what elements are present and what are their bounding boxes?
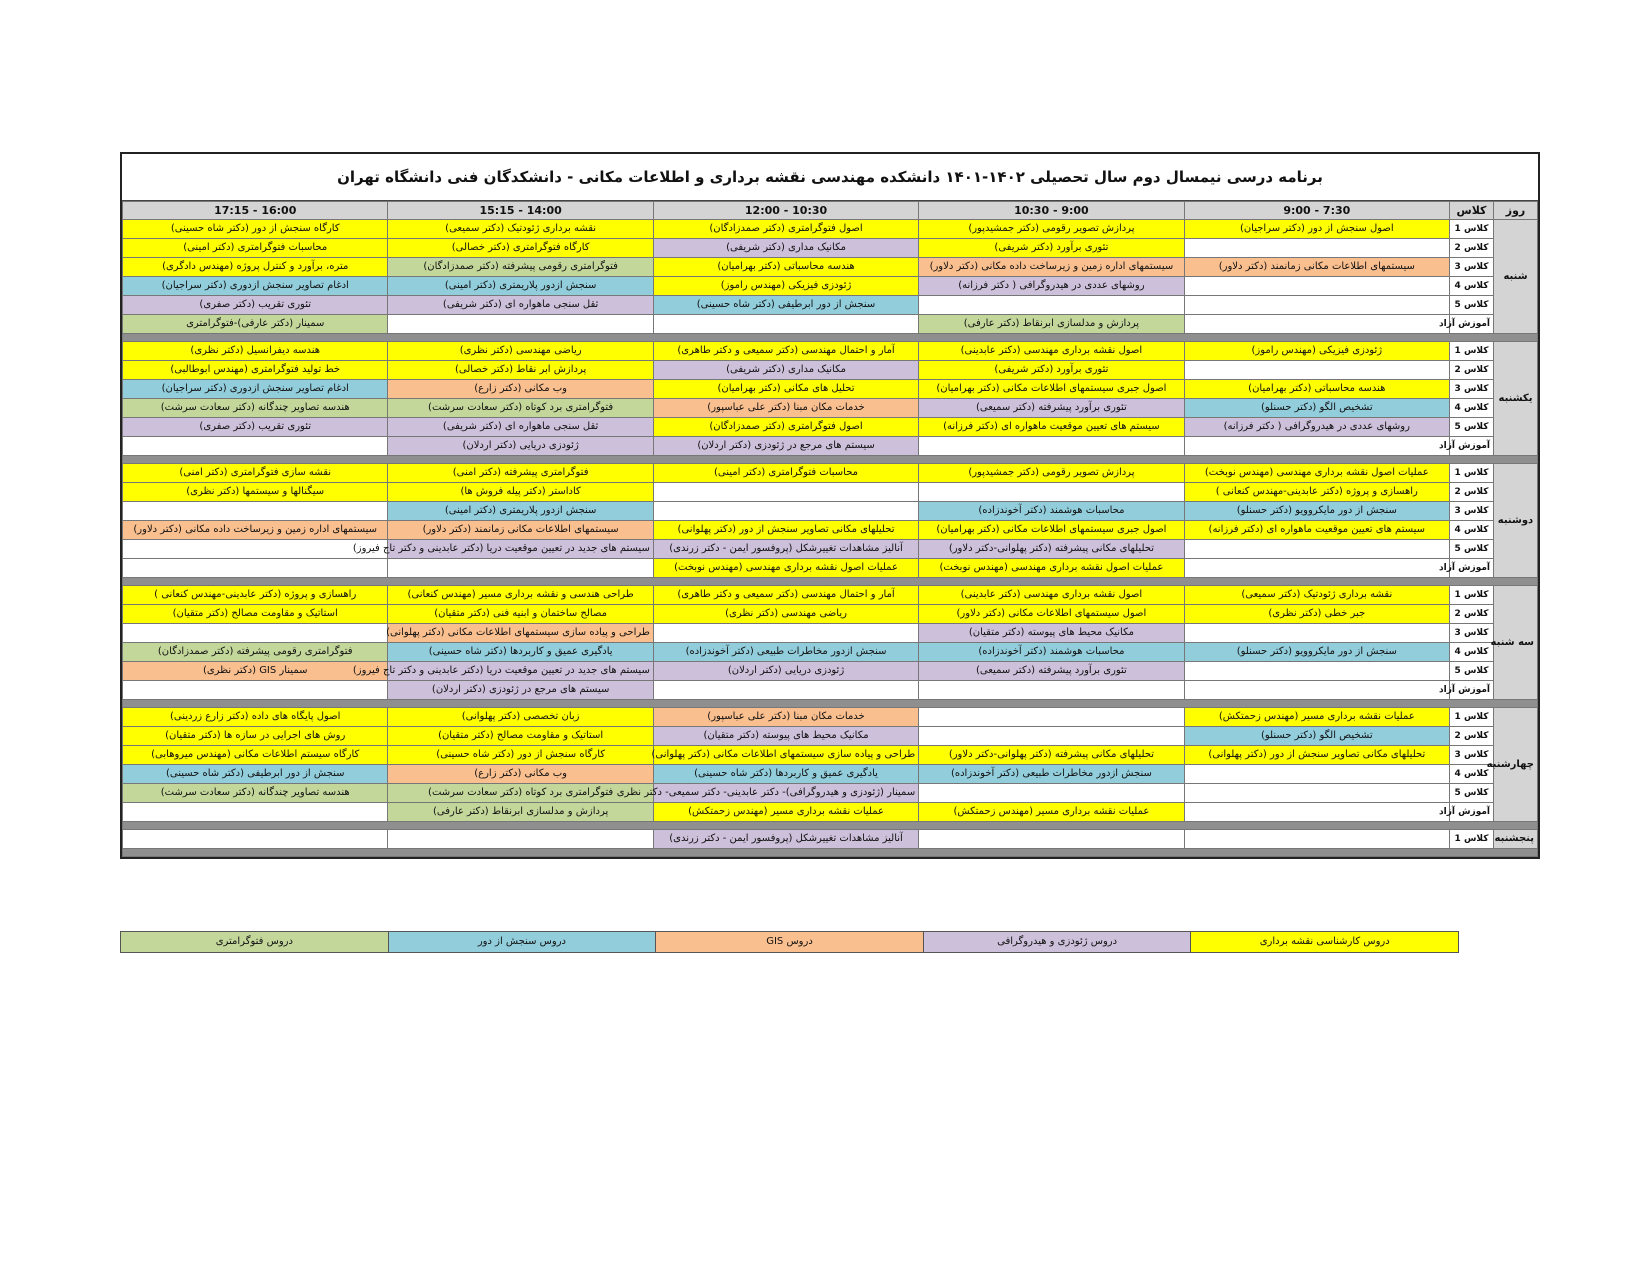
course-cell: سنجش ازدور پلاریمتری (دکتر امینی) [388, 502, 653, 521]
course-cell: ژئودزی فیزیکی (مهندس راموز) [1184, 342, 1449, 361]
room-label: کلاس 3 [1450, 624, 1494, 643]
course-cell [919, 296, 1184, 315]
course-cell: اصول نقشه برداری مهندسی (دکتر عابدینی) [919, 586, 1184, 605]
course-cell: اصول جبری سیستمهای اطلاعات مکانی (دکتر بهرامیان) [919, 521, 1184, 540]
course-cell: سیستم های جدید در تعیین موقعیت دریا (دکتر عابدینی و دکتر تاج فیروز) [388, 540, 653, 559]
schedule-sheet [120, 152, 1540, 859]
course-cell: آنالیز مشاهدات تغییرشکل (پروفسور ایمن - دکتر زرندی) [653, 540, 918, 559]
course-cell [653, 315, 918, 334]
course-cell [123, 437, 388, 456]
day-separator [123, 456, 1538, 464]
course-cell: عملیات اصول نقشه برداری مهندسی (مهندس نوبخت) [653, 559, 918, 578]
course-cell: پردازش ابر نقاط (دکتر خصالی) [388, 361, 653, 380]
legend-item: دروس سنجش از دور [388, 932, 656, 953]
legend-item: دروس فتوگرامتری [121, 932, 389, 953]
course-cell: راهسازی و پروژه (دکتر عابدینی-مهندس کنعانی ) [123, 586, 388, 605]
day-label: پنجشنبه [1494, 830, 1538, 849]
course-cell: کارگاه سنجش از دور (دکتر شاه حسینی) [388, 746, 653, 765]
course-cell: تئوری برآورد پیشرفته (دکتر سمیعی) [919, 399, 1184, 418]
course-cell [653, 483, 918, 502]
day-label: چهارشنبه [1494, 708, 1538, 822]
course-cell: زبان تخصصی (دکتر پهلوانی) [388, 708, 653, 727]
course-cell [919, 681, 1184, 700]
room-label: آموزش آزاد [1450, 437, 1494, 456]
course-cell [1184, 437, 1449, 456]
course-cell: محاسبات هوشمند (دکتر آخوندزاده) [919, 643, 1184, 662]
room-label: آموزش آزاد [1450, 559, 1494, 578]
header-slot: 10:30 - 12:00 [653, 202, 918, 220]
room-label: کلاس 4 [1450, 521, 1494, 540]
course-cell: تئوری تقریب (دکتر صفری) [123, 418, 388, 437]
course-cell: استاتیک و مقاومت مصالح (دکتر متقیان) [123, 605, 388, 624]
room-label: کلاس 3 [1450, 380, 1494, 399]
course-cell: ادغام تصاویر سنجش ازدوری (دکتر سراجیان) [123, 277, 388, 296]
course-cell: جبر خطی (دکتر نظری) [1184, 605, 1449, 624]
course-cell: نقشه برداری ژئودتیک (دکتر سمیعی) [1184, 586, 1449, 605]
legend-row [121, 932, 1459, 953]
room-label: کلاس 2 [1450, 727, 1494, 746]
course-cell [653, 681, 918, 700]
separator-bar [123, 578, 1538, 586]
course-cell: عملیات نقشه برداری مسیر (مهندس زحمتکش) [653, 803, 918, 822]
room-label: کلاس 2 [1450, 239, 1494, 258]
schedule-row [123, 277, 1538, 296]
course-cell: سنجش ازدور مخاطرات طبیعی (دکتر آخوندزاده) [919, 765, 1184, 784]
course-cell: هندسه تصاویر چندگانه (دکتر سعادت سرشت) [123, 399, 388, 418]
schedule-row [123, 605, 1538, 624]
course-cell: سمینار GIS (دکتر نظری) [123, 662, 388, 681]
room-label: کلاس 5 [1450, 784, 1494, 803]
course-cell: پردازش و مدلسازی ابرنقاط (دکتر عارفی) [388, 803, 653, 822]
schedule-row [123, 418, 1538, 437]
course-cell [388, 315, 653, 334]
course-cell [1184, 681, 1449, 700]
room-label: آموزش آزاد [1450, 803, 1494, 822]
header-row [123, 202, 1538, 220]
course-cell: مکانیک محیط های پیوسته (دکتر متقیان) [653, 727, 918, 746]
course-cell: اصول فتوگرامتری (دکتر صمدزادگان) [653, 220, 918, 239]
legend-item: دروس GIS [656, 932, 924, 953]
room-label: کلاس 5 [1450, 418, 1494, 437]
room-label: کلاس 3 [1450, 746, 1494, 765]
course-cell: تشخیص الگو (دکتر حسنلو) [1184, 727, 1449, 746]
course-cell: تحلیلهای مکانی تصاویر سنجش از دور (دکتر پهلوانی) [1184, 746, 1449, 765]
course-cell [388, 559, 653, 578]
header-slot: 14:00 - 15:15 [388, 202, 653, 220]
course-cell: سیستم های تعیین موقعیت ماهواره ای (دکتر فرزانه) [1184, 521, 1449, 540]
room-label: کلاس 3 [1450, 258, 1494, 277]
course-cell: تحلیل های مکانی (دکتر بهرامیان) [653, 380, 918, 399]
course-cell: طراحی و پیاده سازی سیستمهای اطلاعات مکانی (دکتر پهلوانی) [388, 624, 653, 643]
course-cell: سنجش ازدور پلاریمتری (دکتر امینی) [388, 277, 653, 296]
schedule-row [123, 483, 1538, 502]
room-label: کلاس 2 [1450, 605, 1494, 624]
legend-item: دروس ژئودزی و هیدروگرافی [923, 932, 1191, 953]
room-label: کلاس 4 [1450, 643, 1494, 662]
course-cell: سنجش از دور مایکروویو (دکتر حسنلو) [1184, 502, 1449, 521]
course-cell: استاتیک و مقاومت مصالح (دکتر متقیان) [388, 727, 653, 746]
schedule-row [123, 521, 1538, 540]
course-cell: سیستم های مرجع در ژئودزی (دکتر اردلان) [388, 681, 653, 700]
course-cell: اصول سیستمهای اطلاعات مکانی (دکتر دلاور) [919, 605, 1184, 624]
course-cell [919, 437, 1184, 456]
course-cell: پردازش تصویر رقومی (دکتر جمشیدپور) [919, 220, 1184, 239]
course-cell: هندسه محاسباتی (دکتر بهرامیان) [653, 258, 918, 277]
room-label: کلاس 1 [1450, 464, 1494, 483]
course-cell: تحلیلهای مکانی پیشرفته (دکتر پهلوانی-دکتر دلاور) [919, 746, 1184, 765]
course-cell: سیستمهای اطلاعات مکانی زمانمند (دکتر دلاور) [388, 521, 653, 540]
course-cell: ریاضی مهندسی (دکتر نظری) [653, 605, 918, 624]
schedule-row [123, 624, 1538, 643]
course-cell: محاسبات فتوگرامتری (دکتر امینی) [653, 464, 918, 483]
course-cell: عملیات نقشه برداری مسیر (مهندس زحمتکش) [1184, 708, 1449, 727]
course-cell [388, 830, 653, 849]
legend-item: دروس کارشناسی نقشه برداری [1191, 932, 1459, 953]
header-slot: 9:00 - 10:30 [919, 202, 1184, 220]
course-cell: ژئودزی دریایی (دکتر اردلان) [653, 662, 918, 681]
room-label: آموزش آزاد [1450, 315, 1494, 334]
course-cell: طراحی و پیاده سازی سیستمهای اطلاعات مکانی (دکتر پهلوانی) [653, 746, 918, 765]
course-cell: خدمات مکان مبنا (دکتر علی عباسپور) [653, 399, 918, 418]
course-cell: عملیات اصول نقشه برداری مهندسی (مهندس نوبخت) [1184, 464, 1449, 483]
course-cell [919, 784, 1184, 803]
course-cell: یادگیری عمیق و کاربردها (دکتر شاه حسینی) [388, 643, 653, 662]
course-cell: آمار و احتمال مهندسی (دکتر سمیعی و دکتر طاهری) [653, 342, 918, 361]
room-label: کلاس 4 [1450, 399, 1494, 418]
course-cell: اصول جبری سیستمهای اطلاعات مکانی (دکتر بهرامیان) [919, 380, 1184, 399]
schedule-row [123, 502, 1538, 521]
course-cell: فتوگرامتری رقومی پیشرفته (دکتر صمدزادگان) [388, 258, 653, 277]
room-label: کلاس 1 [1450, 342, 1494, 361]
course-cell: هندسه تصاویر چندگانه (دکتر سعادت سرشت) [123, 784, 388, 803]
schedule-row [123, 437, 1538, 456]
room-label: کلاس 1 [1450, 708, 1494, 727]
room-label: کلاس 5 [1450, 296, 1494, 315]
course-cell [1184, 361, 1449, 380]
course-cell: آنالیز مشاهدات تغییرشکل (پروفسور ایمن - دکتر زرندی) [653, 830, 918, 849]
course-cell: ادغام تصاویر سنجش ازدوری (دکتر سراجیان) [123, 380, 388, 399]
course-cell: روشهای عددی در هیدروگرافی ( دکتر فرزانه) [919, 277, 1184, 296]
course-cell [919, 708, 1184, 727]
course-cell: متره، برآورد و کنترل پروژه (مهندس دادگری) [123, 258, 388, 277]
course-cell: ریاضی مهندسی (دکتر نظری) [388, 342, 653, 361]
schedule-row [123, 746, 1538, 765]
course-cell: اصول فتوگرامتری (دکتر صمدزادگان) [653, 418, 918, 437]
day-separator [123, 700, 1538, 708]
course-cell [123, 540, 388, 559]
course-cell [1184, 624, 1449, 643]
schedule-row [123, 239, 1538, 258]
course-cell: ژئودزی فیزیکی (مهندس راموز) [653, 277, 918, 296]
day-separator [123, 822, 1538, 830]
course-cell [123, 624, 388, 643]
course-cell: مکانیک محیط های پیوسته (دکتر متقیان) [919, 624, 1184, 643]
course-cell: تئوری برآورد (دکتر شریفی) [919, 239, 1184, 258]
schedule-row [123, 342, 1538, 361]
course-cell: سیگنالها و سیستمها (دکتر نظری) [123, 483, 388, 502]
course-cell: سیستم های تعیین موقعیت ماهواره ای (دکتر فرزانه) [919, 418, 1184, 437]
room-label: کلاس 3 [1450, 502, 1494, 521]
course-cell: تئوری برآورد پیشرفته (دکتر سمیعی) [919, 662, 1184, 681]
course-cell: وب مکانی (دکتر زارع) [388, 380, 653, 399]
course-cell: پردازش و مدلسازی ابرنقاط (دکتر عارفی) [919, 315, 1184, 334]
course-cell: مکانیک مداری (دکتر شریفی) [653, 361, 918, 380]
course-cell: اصول سنجش از دور (دکتر سراجیان) [1184, 220, 1449, 239]
course-cell [1184, 765, 1449, 784]
header-room: کلاس [1450, 202, 1494, 220]
day-label: دوشنبه [1494, 464, 1538, 578]
course-cell [1184, 662, 1449, 681]
course-cell [1184, 540, 1449, 559]
course-cell [653, 624, 918, 643]
room-label: کلاس 4 [1450, 765, 1494, 784]
course-cell: مکانیک مداری (دکتر شریفی) [653, 239, 918, 258]
course-cell: عملیات اصول نقشه برداری مهندسی (مهندس نوبخت) [919, 559, 1184, 578]
course-cell: تئوری تقریب (دکتر صفری) [123, 296, 388, 315]
day-separator [123, 334, 1538, 342]
course-cell: سیستمهای اطلاعات مکانی زمانمند (دکتر دلاور) [1184, 258, 1449, 277]
course-cell: روش های اجرایی در سازه ها (دکتر متقیان) [123, 727, 388, 746]
room-label: کلاس 2 [1450, 361, 1494, 380]
course-cell: کارگاه فتوگرامتری (دکتر خصالی) [388, 239, 653, 258]
course-cell: خط تولید فتوگرامتری (مهندس ابوطالبی) [123, 361, 388, 380]
schedule-row [123, 464, 1538, 483]
course-cell [1184, 803, 1449, 822]
course-cell: تحلیلهای مکانی تصاویر سنجش از دور (دکتر پهلوانی) [653, 521, 918, 540]
schedule-row [123, 258, 1538, 277]
course-cell: سنجش از دور ابرطیفی (دکتر شاه حسینی) [653, 296, 918, 315]
schedule-row [123, 559, 1538, 578]
course-cell: طراحی هندسی و نقشه برداری مسیر (مهندس کنعانی) [388, 586, 653, 605]
course-cell [1184, 296, 1449, 315]
course-cell [123, 681, 388, 700]
course-cell [123, 803, 388, 822]
schedule-row [123, 643, 1538, 662]
course-cell: سنجش از دور مایکروویو (دکتر حسنلو) [1184, 643, 1449, 662]
course-cell: فتوگرامتری برد کوتاه (دکتر سعادت سرشت) [388, 399, 653, 418]
separator-bar [123, 849, 1538, 857]
schedule-row [123, 784, 1538, 803]
course-cell: آمار و احتمال مهندسی (دکتر سمیعی و دکتر طاهری) [653, 586, 918, 605]
schedule-row [123, 380, 1538, 399]
course-cell [919, 830, 1184, 849]
course-cell: یادگیری عمیق و کاربردها (دکتر شاه حسینی) [653, 765, 918, 784]
day-separator [123, 578, 1538, 586]
course-cell: سیستمهای اداره زمین و زیرساخت داده مکانی (دکتر دلاور) [123, 521, 388, 540]
course-cell: ثقل سنجی ماهواره ای (دکتر شریفی) [388, 296, 653, 315]
course-cell: سمینار (ژئودزی و هیدروگرافی)- دکتر عابدینی- دکتر سمیعی- دکتر نظری [653, 784, 918, 803]
page-title: برنامه درسی نیمسال دوم سال تحصیلی ۱۴۰۲-۱۴۰۱ دانشکده مهندسی نقشه برداری و اطلاعات مکانی - دانشکدگان فنی دانشگاه تهران [122, 154, 1538, 201]
header-slot: 16:00 - 17:15 [123, 202, 388, 220]
course-cell: سیستم های مرجع در ژئودزی (دکتر اردلان) [653, 437, 918, 456]
course-cell: سمینار (دکتر عارفی)-فتوگرامتری [123, 315, 388, 334]
separator-bar [123, 700, 1538, 708]
header-slot: 7:30 - 9:00 [1184, 202, 1449, 220]
course-cell: هندسه محاسباتی (دکتر بهرامیان) [1184, 380, 1449, 399]
course-cell: ثقل سنجی ماهواره ای (دکتر شریفی) [388, 418, 653, 437]
room-label: کلاس 1 [1450, 830, 1494, 849]
course-cell: راهسازی و پروژه (دکتر عابدینی-مهندس کنعانی ) [1184, 483, 1449, 502]
schedule-row [123, 830, 1538, 849]
color-legend [120, 931, 1459, 953]
course-cell [919, 483, 1184, 502]
course-cell: کارگاه سنجش از دور (دکتر شاه حسینی) [123, 220, 388, 239]
course-cell: عملیات نقشه برداری مسیر (مهندس زحمتکش) [919, 803, 1184, 822]
course-cell [1184, 239, 1449, 258]
schedule-row [123, 708, 1538, 727]
room-label: کلاس 1 [1450, 220, 1494, 239]
course-cell: مصالح ساختمان و ابنیه فنی (دکتر متقیان) [388, 605, 653, 624]
course-cell: کارگاه سیستم اطلاعات مکانی (مهندس میروهابی) [123, 746, 388, 765]
separator-bar [123, 822, 1538, 830]
schedule-row [123, 803, 1538, 822]
schedule-table [122, 201, 1538, 857]
course-cell: نقشه سازی فتوگرامتری (دکتر امنی) [123, 464, 388, 483]
course-cell [1184, 784, 1449, 803]
course-cell: وب مکانی (دکتر زارع) [388, 765, 653, 784]
room-label: کلاس 4 [1450, 277, 1494, 296]
course-cell: روشهای عددی در هیدروگرافی ( دکتر فرزانه) [1184, 418, 1449, 437]
day-label: شنبه [1494, 220, 1538, 334]
course-cell [1184, 559, 1449, 578]
course-cell: پردازش تصویر رقومی (دکتر جمشیدپور) [919, 464, 1184, 483]
separator-bar [123, 456, 1538, 464]
course-cell: هندسه دیفرانسیل (دکتر نظری) [123, 342, 388, 361]
course-cell: فتوگرامتری پیشرفته (دکتر امنی) [388, 464, 653, 483]
room-label: کلاس 5 [1450, 540, 1494, 559]
schedule-row [123, 765, 1538, 784]
course-cell: سیستم های جدید در تعیین موقعیت دریا (دکتر عابدینی و دکتر تاج فیروز) [388, 662, 653, 681]
course-cell: تئوری برآورد (دکتر شریفی) [919, 361, 1184, 380]
schedule-row [123, 315, 1538, 334]
course-cell: فتوگرامتری رقومی پیشرفته (دکتر صمدزادگان) [123, 643, 388, 662]
course-cell: سنجش از دور ابرطیفی (دکتر شاه حسینی) [123, 765, 388, 784]
course-cell: ژئودزی دریایی (دکتر اردلان) [388, 437, 653, 456]
course-cell [919, 727, 1184, 746]
schedule-row [123, 681, 1538, 700]
course-cell: نقشه برداری ژئودتیک (دکتر سمیعی) [388, 220, 653, 239]
course-cell: فتوگرامتری برد کوتاه (دکتر سعادت سرشت) [388, 784, 653, 803]
schedule-row [123, 662, 1538, 681]
course-cell: خدمات مکان مبنا (دکتر علی عباسپور) [653, 708, 918, 727]
course-cell [123, 559, 388, 578]
day-label: سه شنبه [1494, 586, 1538, 700]
schedule-row [123, 727, 1538, 746]
room-label: کلاس 5 [1450, 662, 1494, 681]
course-cell: کاداستر (دکتر پیله فروش ها) [388, 483, 653, 502]
separator-bar [123, 334, 1538, 342]
course-cell: تشخیص الگو (دکتر حسنلو) [1184, 399, 1449, 418]
course-cell [123, 502, 388, 521]
course-cell [123, 830, 388, 849]
course-cell [1184, 277, 1449, 296]
course-cell: محاسبات هوشمند (دکتر آخوندزاده) [919, 502, 1184, 521]
course-cell: سیستمهای اداره زمین و زیرساخت داده مکانی (دکتر دلاور) [919, 258, 1184, 277]
course-cell [653, 502, 918, 521]
schedule-row [123, 361, 1538, 380]
day-label: یکشنبه [1494, 342, 1538, 456]
header-day: روز [1494, 202, 1538, 220]
schedule-body [123, 220, 1538, 857]
course-cell [1184, 830, 1449, 849]
course-cell: تحلیلهای مکانی پیشرفته (دکتر پهلوانی-دکتر دلاور) [919, 540, 1184, 559]
room-label: کلاس 1 [1450, 586, 1494, 605]
schedule-row [123, 540, 1538, 559]
schedule-row [123, 399, 1538, 418]
course-cell: اصول پایگاه های داده (دکتر زارع زردینی) [123, 708, 388, 727]
schedule-row [123, 220, 1538, 239]
room-label: کلاس 2 [1450, 483, 1494, 502]
schedule-row [123, 586, 1538, 605]
course-cell [1184, 315, 1449, 334]
room-label: آموزش آزاد [1450, 681, 1494, 700]
course-cell: سنجش ازدور مخاطرات طبیعی (دکتر آخوندزاده) [653, 643, 918, 662]
day-separator [123, 849, 1538, 857]
schedule-row [123, 296, 1538, 315]
course-cell: محاسبات فتوگرامتری (دکتر امینی) [123, 239, 388, 258]
course-cell: اصول نقشه برداری مهندسی (دکتر عابدینی) [919, 342, 1184, 361]
